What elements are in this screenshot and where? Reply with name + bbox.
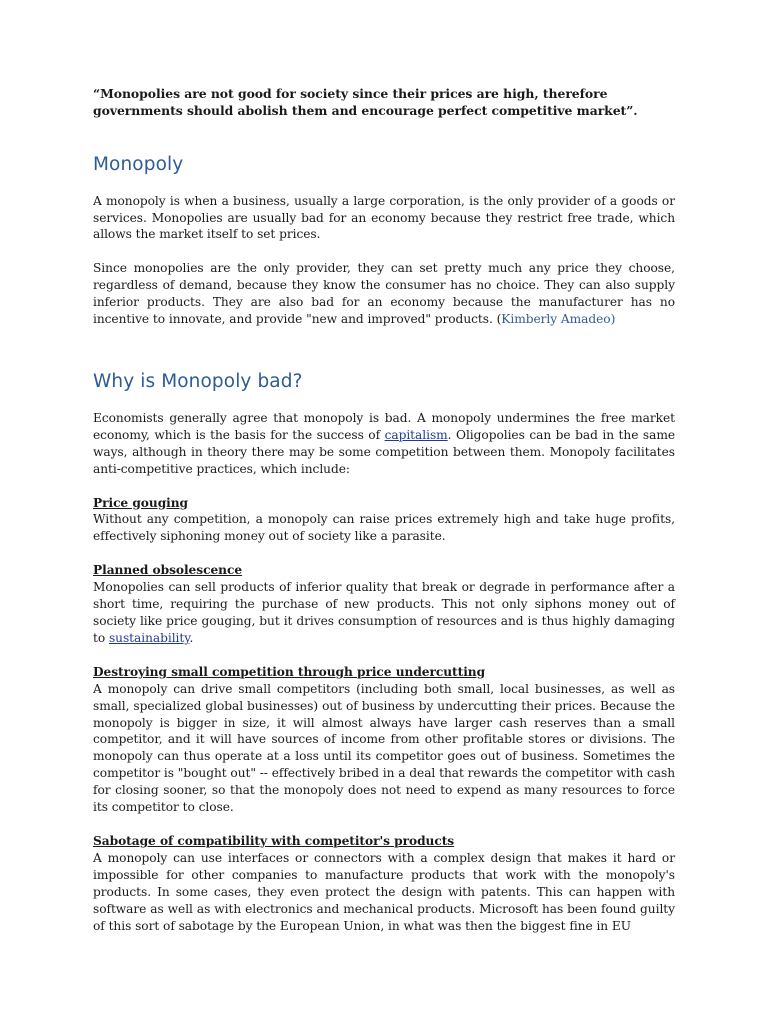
essay-prompt-quote: “Monopolies are not good for society since their prices are high, therefore governments should abolish them and encourage perfect competitive market”. — [93, 86, 638, 118]
why-intro-paragraph — [93, 410, 675, 478]
planned-obsolescence-text: Monopolies can sell products of inferior quality that break or degrade in performance after a short time, requiring the purchase of new products. This not only siphons money out of society like price gouging, but it drives consumption of resources and is thus highly damaging to — [93, 580, 675, 645]
monopoly-pricing-paragraph — [93, 260, 675, 328]
citation-kimberly-amadeo: Kimberly Amadeo) — [501, 312, 616, 327]
subheading-price-gouging: Price gouging — [93, 495, 189, 510]
subheading-sabotage-compatibility: Sabotage of compatibility with competitor's products — [93, 833, 455, 848]
price-gouging-body: Without any competition, a monopoly can raise prices extremely high and take huge profits, effectively siphoning money out of society like a parasite. — [93, 512, 675, 544]
heading-why-monopoly-bad: Why is Monopoly bad? — [93, 370, 303, 392]
destroying-competition-body: A monopoly can drive small competitors (including both small, local businesses, as well as small, specialized global businesses) out of business by undercutting their prices. Because the monopoly is bigger in size, it will almost always have larger cash reserves than a small competitor, and it will have sources of income from other profitable stores or divisions. The monopoly can thus operate at a loss until its competitor goes out of business. Sometimes the competitor is "bought out" -- effectively bribed in a deal that rewards the competitor with cash for closing sooner, so that the monopoly does not need to expend as many resources to force its competitor to close. — [93, 681, 675, 815]
sabotage-compatibility-body: A monopoly can use interfaces or connectors with a complex design that makes it hard or impossible for other companies to manufacture products that work with the monopoly's products. In some cases, they even protect the design with patents. This can happen with software as well as with electronics and mechanical products. Microsoft has been found guilty of this sort of sabotage by the European Union, in what was then the biggest fine in EU — [93, 850, 675, 933]
section-sabotage-compatibility — [93, 833, 675, 934]
why-intro-text-after: . Oligopolies can be bad in the same ways, although in theory there may be some competition between them. Monopoly facilitates anti-competitive practices, which include: — [93, 427, 675, 476]
subheading-destroying-competition: Destroying small competition through price undercutting — [93, 664, 486, 679]
section-planned-obsolescence — [93, 562, 675, 647]
section-destroying-competition — [93, 664, 675, 816]
planned-obsolescence-period: . — [189, 630, 194, 645]
sustainability-link[interactable]: sustainability — [108, 630, 190, 645]
heading-monopoly: Monopoly — [93, 153, 184, 175]
monopoly-definition-paragraph: A monopoly is when a business, usually a large corporation, is the only provider of a goods or services. Monopolies are usually bad for an economy because they restrict free trade, which allows the market itself to set prices. — [93, 193, 675, 242]
subheading-planned-obsolescence: Planned obsolescence — [93, 563, 243, 578]
planned-obsolescence-body — [93, 579, 675, 647]
capitalism-link[interactable]: capitalism — [384, 427, 448, 442]
monopoly-pricing-text: Since monopolies are the only provider, they can set pretty much any price they choose, regardless of demand, because they know the consumer has no choice. They can also supply inferior products. They are also bad for an economy because the manufacturer has no incentive to innovate, and provide "new and improved" products. ( — [93, 261, 675, 327]
why-intro-text-before: Economists generally agree that monopoly is bad. A monopoly undermines the free market economy, which is the basis for the success of — [93, 410, 675, 442]
document-page — [93, 86, 675, 934]
section-price-gouging — [93, 495, 675, 546]
